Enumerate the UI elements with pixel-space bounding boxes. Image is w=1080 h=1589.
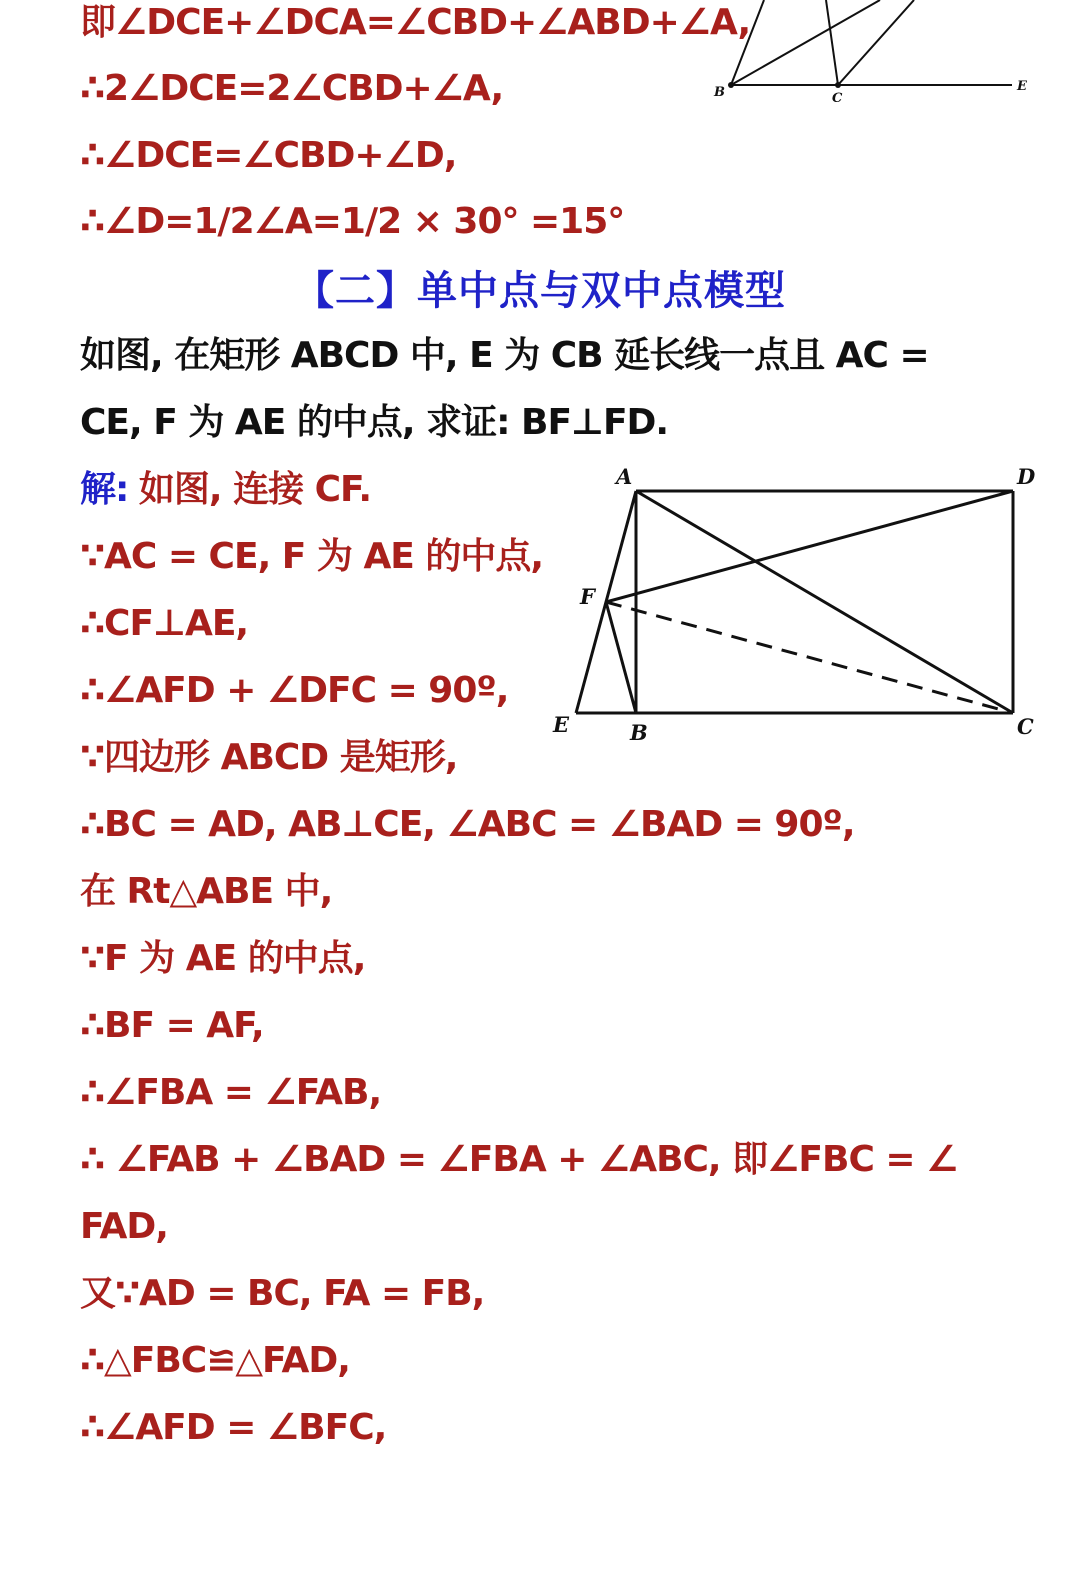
step-8: ∴BF = AF, bbox=[80, 1005, 264, 1046]
label-b-main: B bbox=[630, 720, 648, 745]
label-c-main: C bbox=[1017, 714, 1034, 739]
step-5: ∴BC = AD, AB⊥CE, ∠ABC = ∠BAD = 90º, bbox=[80, 804, 855, 845]
step-13: ∴△FBC≌△FAD, bbox=[80, 1340, 350, 1381]
label-c: C bbox=[832, 91, 843, 106]
step-4: ∵四边形 ABCD 是矩形, bbox=[80, 737, 458, 778]
label-f: F bbox=[580, 584, 595, 609]
step-1: ∵AC = CE, F 为 AE 的中点, bbox=[80, 536, 544, 577]
segment-bd bbox=[731, 0, 880, 85]
step-3: ∴∠AFD + ∠DFC = 90º, bbox=[80, 670, 509, 711]
step-7: ∵F 为 AE 的中点, bbox=[80, 938, 366, 979]
label-b: B bbox=[714, 85, 725, 100]
solution-label: 解: bbox=[80, 469, 129, 510]
solution-intro bbox=[80, 467, 371, 513]
section-title: 【二】单中点与双中点模型 bbox=[294, 268, 786, 314]
label-e-main: E bbox=[553, 712, 570, 737]
segment-fd bbox=[606, 491, 1013, 602]
label-e: E bbox=[1017, 79, 1027, 94]
label-d: D bbox=[1017, 464, 1036, 489]
proof-line-1: 即∠DCE+∠DCA=∠CBD+∠ABD+∠A, bbox=[80, 2, 751, 43]
step-9: ∴∠FBA = ∠FAB, bbox=[80, 1072, 382, 1113]
segment-cd bbox=[826, 0, 838, 85]
step-14: ∴∠AFD = ∠BFC, bbox=[80, 1407, 387, 1448]
step-6: 在 Rt△ABE 中, bbox=[80, 871, 333, 912]
problem-line-1: 如图, 在矩形 ABCD 中, E 为 CB 延长线一点且 AC = bbox=[80, 335, 929, 376]
proof-line-4: ∴∠D=1/2∠A=1/2 × 30° =15° bbox=[80, 201, 625, 242]
step-2: ∴CF⊥AE, bbox=[80, 603, 249, 644]
proof-line-3: ∴∠DCE=∠CBD+∠D, bbox=[80, 135, 457, 176]
proof-line-2: ∴2∠DCE=2∠CBD+∠A, bbox=[80, 68, 504, 109]
solution-intro-text: 如图, 连接 CF. bbox=[138, 469, 371, 510]
step-11: FAD, bbox=[80, 1206, 168, 1247]
step-10: ∴ ∠FAB + ∠BAD = ∠FBA + ∠ABC, 即∠FBC = ∠ bbox=[80, 1139, 958, 1180]
top-figure bbox=[0, 0, 1080, 120]
segment-b-up bbox=[731, 0, 764, 85]
problem-line-2: CE, F 为 AE 的中点, 求证: BF⊥FD. bbox=[80, 402, 669, 443]
step-12: 又∵AD = BC, FA = FB, bbox=[80, 1273, 485, 1314]
point-c bbox=[835, 82, 841, 88]
segment-fb bbox=[606, 602, 636, 713]
segment-ae bbox=[576, 491, 636, 713]
segment-fc-dashed bbox=[606, 602, 1013, 713]
label-a: A bbox=[616, 464, 633, 489]
segment-ac bbox=[636, 491, 1013, 713]
segment-c-up bbox=[838, 0, 914, 85]
point-b bbox=[728, 82, 734, 88]
